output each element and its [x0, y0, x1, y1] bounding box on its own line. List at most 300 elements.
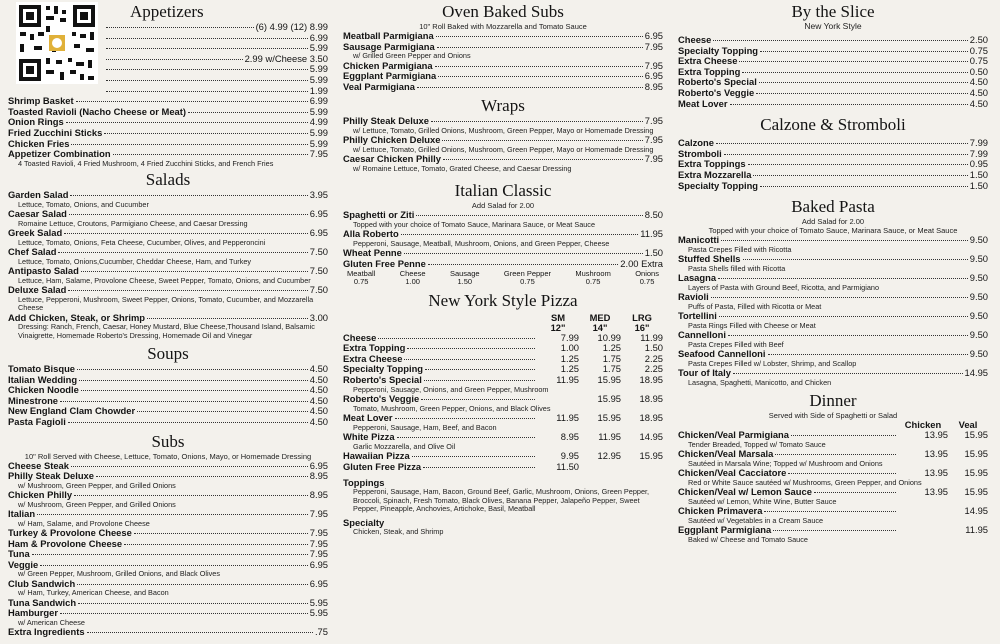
- pizza-inch-header: 12" 14" 16": [550, 321, 650, 333]
- item-name: Antipasto Salad: [8, 265, 79, 277]
- pizza-price: 11.95: [556, 373, 579, 385]
- chicken-price: 13.95: [924, 448, 948, 460]
- item-name: Cannelloni: [678, 329, 726, 341]
- chicken-price: 13.95: [924, 467, 948, 479]
- calzone-list: [678, 138, 988, 191]
- item-name: Turkey & Provolone Cheese: [8, 527, 132, 539]
- item-desc: Sautéed in Marsala Wine; Topped w/ Mushroom and Onions: [688, 458, 883, 468]
- chicken-price: 13.95: [924, 429, 948, 441]
- item-price: 6.95: [644, 70, 663, 82]
- item-price: 8.50: [644, 209, 663, 221]
- menu-item: 2.99 w/Cheese 3.50: [104, 54, 328, 65]
- item-desc: Romaine Lettuce, Croutons, Parmigiano Cheese, and Caesar Dressing: [18, 218, 248, 228]
- pizza-item: Gluten Free Pizza 11.50: [343, 462, 663, 473]
- item-name: Wheat Penne: [343, 247, 402, 259]
- item-price: 9.50: [969, 348, 988, 360]
- item-desc: Lettuce, Tomato, Onions, and Cucumber: [18, 199, 149, 209]
- menu-item: [678, 235, 988, 254]
- menu-item: [343, 259, 663, 270]
- subs-subtitle: 10" Roll Served with Cheese, Lettuce, Tomato, Onions, Mayo, or Homemade Dressing: [24, 451, 312, 461]
- item-desc: Lettuce, Tomato, Onions,Cucumber, Cheddar Cheese, Ham, and Turkey: [18, 256, 252, 266]
- item-price: 9.50: [969, 310, 988, 322]
- menu-item: [343, 135, 663, 154]
- item-name: Lasagna: [678, 272, 717, 284]
- oven-subs-subtitle: 10" Roll Baked with Mozzarella and Tomato Sauce: [419, 22, 587, 31]
- item-name: Add Chicken, Steak, or Shrimp: [8, 311, 146, 323]
- menu-item: [8, 549, 328, 560]
- item-name: Extra Topping: [678, 65, 741, 77]
- item-price: 7.95: [644, 115, 663, 127]
- menu-item: [343, 31, 663, 42]
- menu-item: [8, 285, 328, 312]
- menu-item: [8, 266, 328, 285]
- item-name: Gluten Free Penne: [343, 257, 426, 269]
- menu-item: [678, 35, 988, 46]
- pizza-price: 15.95: [639, 449, 663, 461]
- item-name: Minestrone: [8, 394, 59, 406]
- item-price: 4.50: [969, 76, 988, 88]
- size-lrg: LRG: [632, 311, 652, 323]
- item-price: 9.50: [969, 329, 988, 341]
- item-price: 7.95: [644, 134, 663, 146]
- item-desc: Lettuce, Ham, Salame, Provolone Cheese, Sweet Pepper, Tomato, Onions, and Cucumber: [18, 275, 311, 285]
- pizza-size-header: [343, 313, 663, 323]
- menu-item: [343, 116, 663, 135]
- subs-title: Subs: [151, 431, 185, 451]
- pizza-price: [579, 462, 621, 473]
- item-price: 2.50: [969, 34, 988, 45]
- extra-item: Sausage 1.50: [449, 268, 480, 287]
- item-desc: w/ Green Pepper, Mushroom, Grilled Onions, and Black Olives: [18, 569, 220, 579]
- item-desc: Tender Breaded, Topped w/ Tomato Sauce: [688, 439, 826, 449]
- item-price: 4.50: [969, 97, 988, 109]
- pizza-price: 1.25: [560, 352, 579, 364]
- item-name: Tuna Sandwich: [8, 596, 77, 608]
- menu-item: [678, 349, 988, 368]
- item-name: Greek Salad: [8, 227, 63, 239]
- pizza-price: 11.99: [640, 331, 663, 343]
- item-name: Toasted Ravioli (Nacho Cheese or Meat): [8, 105, 186, 117]
- item-desc: Sautéed w/ Lemon, White Wine, Butter Sauce: [688, 496, 837, 506]
- item-price: 2.00 Extra: [620, 257, 663, 269]
- menu-item: (6) 4.99 (12) 8.99: [104, 22, 328, 33]
- pizza-price: 1.75: [602, 352, 621, 364]
- pizza-price: 7.99: [560, 331, 579, 343]
- menu-column-middle: [343, 0, 663, 644]
- item-desc: Garlic Mozzarella, and Olive Oil: [353, 441, 456, 451]
- item-name: Stromboli: [678, 147, 722, 159]
- extra-item: Mushroom 0.75: [575, 268, 611, 287]
- item-name: Stuffed Shells: [678, 253, 741, 265]
- chicken-price: [898, 506, 948, 517]
- item-name: Garden Salad: [8, 189, 69, 201]
- item-price: 5.99: [309, 126, 328, 138]
- item-price: 8.95: [309, 489, 328, 501]
- item-name: Caesar Salad: [8, 208, 67, 220]
- item-name: Veggie: [8, 558, 39, 570]
- item-name: Extra Ingredients: [8, 626, 85, 638]
- item-name: Veal Parmigiana: [343, 80, 415, 92]
- wraps-list: [343, 116, 663, 173]
- extra-item: Green Pepper 0.75: [503, 268, 552, 287]
- baked-pasta-subtitle2: Topped with your choice of Tomato Sauce, Marinara Sauce, or Meat Sauce: [708, 226, 958, 236]
- item-price: 9.50: [969, 291, 988, 303]
- specialty-title: Specialty: [343, 517, 385, 529]
- menu-item: [8, 608, 328, 627]
- menu-item: 1.99: [104, 86, 328, 97]
- menu-item: [8, 228, 328, 247]
- item-price: 5.95: [309, 607, 328, 619]
- veal-price: 15.95: [964, 467, 988, 479]
- menu-item: [343, 154, 663, 173]
- pizza-item: Roberto's Special 11.95 15.95 18.95 Pepperoni, Sausage, Onions, and Green Pepper, Mushroom: [343, 373, 663, 394]
- pizza-price: [621, 462, 663, 473]
- dinner-item: Chicken/Veal w/ Lemon Sauce 13.95 15.95 Sautéed w/ Lemon, White Wine, Butter Sauce: [678, 486, 988, 506]
- pizza-item: Extra Topping 1.00 1.25 1.50: [343, 342, 663, 354]
- item-name: Chicken Noodle: [8, 384, 79, 396]
- pizza-price: 1.75: [602, 363, 621, 375]
- dinner-item: Chicken/Veal Cacciatore 13.95 15.95 Red or White Sauce sautéed w/ Mushrooms, Green Pepper, and Onions: [678, 467, 988, 487]
- menu-item: [8, 417, 328, 428]
- item-price: 7.50: [309, 284, 328, 296]
- item-name: Alla Roberto: [343, 228, 399, 240]
- item-desc: w/ Mushroom, Green Pepper, and Grilled Onions: [18, 480, 176, 490]
- item-price: 6.95: [309, 208, 328, 220]
- menu-item: [8, 539, 328, 550]
- item-price: 7.50: [309, 265, 328, 277]
- menu-item: [8, 313, 328, 340]
- menu-item: [8, 209, 328, 228]
- item-desc: Pepperoni, Sausage, Onions, and Green Pepper, Mushroom: [353, 384, 549, 394]
- calzone-title: Calzone & Stromboli: [760, 115, 906, 135]
- item-price: 7.95: [644, 40, 663, 52]
- italian-classic-subtitle: Add Salad for 2.00: [471, 201, 535, 211]
- size-med: MED: [589, 311, 611, 323]
- item-name: Tour of Italy: [678, 367, 731, 379]
- item-desc: Pasta Crepes Filled with Ricotta: [688, 244, 792, 254]
- menu-item: [343, 229, 663, 248]
- menu-item: [678, 254, 988, 273]
- item-name: Calzone: [678, 137, 714, 149]
- item-name: Specialty Topping: [678, 44, 759, 56]
- item-desc: Pepperoni, Sausage, Ham, Beef, and Bacon: [353, 422, 497, 432]
- item-desc: Topped with your choice of Tomato Sauce, Marinara Sauce, or Meat Sauce: [353, 219, 596, 229]
- pizza-item: Hawaiian Pizza 9.95 12.95 15.95: [343, 449, 663, 461]
- baked-pasta-subtitle: Add Salad for 2.00: [801, 217, 865, 227]
- item-price: 14.95: [964, 367, 988, 379]
- col-chicken: Chicken: [904, 419, 942, 431]
- item-price: 7.99: [969, 147, 988, 159]
- item-price: 9.50: [969, 234, 988, 246]
- pizza-price: 15.95: [597, 392, 621, 404]
- item-name: Caesar Chicken Philly: [343, 153, 441, 165]
- item-desc: Tomato, Mushroom, Green Pepper, Onions, and Black Olives: [353, 403, 551, 413]
- item-price: 7.95: [644, 153, 663, 165]
- item-name: Cheese Steak: [8, 459, 69, 471]
- item-price: 4.50: [309, 362, 328, 374]
- pizza-price: 12.95: [597, 449, 621, 461]
- toppings-title: Toppings: [343, 477, 385, 489]
- item-price: 9.50: [969, 253, 988, 265]
- item-price: 0.75: [969, 55, 988, 67]
- item-price: 8.95: [309, 470, 328, 482]
- size-sm: SM: [550, 311, 566, 323]
- item-name: Sausage Parmigiana: [343, 40, 435, 52]
- item-name: Shrimp Basket: [8, 95, 74, 107]
- item-name: Philly Steak Deluxe: [343, 115, 429, 127]
- item-name: Fried Zucchini Sticks: [8, 126, 103, 138]
- menu-item: [343, 42, 663, 61]
- menu-item: [8, 149, 328, 168]
- extra-item: Cheese 1.00: [399, 268, 426, 287]
- menu-item: [678, 311, 988, 330]
- item-name: Chicken Fries: [8, 137, 70, 149]
- menu-item: [8, 471, 328, 490]
- item-price: 4.50: [309, 394, 328, 406]
- menu-item: [8, 128, 328, 139]
- menu-column-right: [678, 0, 988, 644]
- item-name: Tortellini: [678, 310, 717, 322]
- item-name: Meat Lover: [678, 97, 728, 109]
- item-price: 7.95: [309, 508, 328, 520]
- item-price: 4.50: [309, 405, 328, 417]
- item-name: Tuna: [8, 548, 30, 560]
- slice-list: [678, 35, 988, 109]
- item-price: 0.75: [969, 44, 988, 56]
- menu-item: [678, 330, 988, 349]
- dinner-item: Chicken/Veal Parmigiana 13.95 15.95 Tender Breaded, Topped w/ Tomato Sauce: [678, 429, 988, 449]
- item-name: Appetizer Combination: [8, 148, 111, 160]
- item-name: Pasta Fagioli: [8, 415, 66, 427]
- item-name: Hamburger: [8, 607, 59, 619]
- extra-item: Meatball 0.75: [347, 268, 376, 287]
- italian-extras: [343, 270, 663, 287]
- dinner-title: Dinner: [809, 391, 857, 411]
- veal-price: 15.95: [964, 429, 988, 441]
- toppings-desc: Pepperoni, Sausage, Ham, Bacon, Ground Beef, Garlic, Mushroom, Onions, Green Pepper, Broccoli, Spinach, Fresh Tomato, Black Olives, Banana Pepper, Jalapeño Pepper, Sweet Pepper, Pineapple, Anchovies, Artichoke, Basil, Meatball: [353, 487, 650, 513]
- item-name: Chicken Parmigiana: [343, 59, 433, 71]
- menu-item: [678, 181, 988, 192]
- item-price: 4.50: [309, 384, 328, 396]
- item-price: 1.50: [969, 168, 988, 180]
- item-price: .75: [314, 626, 328, 638]
- subs-list: [8, 461, 328, 639]
- menu-item: [8, 364, 328, 375]
- veal-price: 11.95: [965, 524, 988, 536]
- item-name: Italian: [8, 508, 36, 520]
- item-price: 3.00: [309, 311, 328, 323]
- pizza-price: 18.95: [639, 411, 663, 423]
- item-name: Cheese: [678, 34, 712, 45]
- pizza-item: Specialty Topping 1.25 1.75 2.25: [343, 363, 663, 375]
- item-price: 7.95: [309, 148, 328, 160]
- pizza-price: 1.50: [644, 342, 663, 354]
- item-name: Onion Rings: [8, 116, 64, 128]
- item-name: Ham & Provolone Cheese: [8, 537, 123, 549]
- menu-item: [678, 138, 988, 149]
- pizza-price: 2.25: [644, 363, 663, 375]
- item-desc: Pasta Crepes Filled with Beef: [688, 339, 784, 349]
- item-desc: Pasta Shells filled with Ricotta: [688, 263, 786, 273]
- pizza-item: Roberto's Veggie 15.95 18.95 Tomato, Mushroom, Green Pepper, Onions, and Black Olives: [343, 392, 663, 413]
- item-price: 6.95: [309, 227, 328, 239]
- item-desc: w/ Grilled Green Pepper and Onions: [353, 51, 471, 61]
- menu-item: [678, 170, 988, 181]
- item-name: Roberto's Special: [678, 76, 757, 88]
- item-price: 1.50: [644, 247, 663, 259]
- item-name: Ravioli: [678, 291, 709, 303]
- menu-column-left: [8, 0, 328, 644]
- item-desc: Dressing: Ranch, French, Caesar, Honey Mustard, Blue Cheese,Thousand Island, Balsamic Vinaigrette, Homemade Roberto's Dressing, Homemade Oil and Vinegar: [18, 322, 315, 340]
- chicken-price: 13.95: [924, 486, 948, 498]
- pizza-price: 9.95: [560, 449, 579, 461]
- salads-title: Salads: [145, 170, 191, 190]
- menu-item: [8, 509, 328, 528]
- italian-classic-list: [343, 210, 663, 269]
- menu-item: 6.99: [104, 33, 328, 44]
- item-name: Extra Mozzarella: [678, 168, 752, 180]
- item-price: 6.95: [644, 30, 663, 41]
- menu-item: [8, 190, 328, 209]
- item-desc: Layers of Pasta with Ground Beef, Ricotta, and Parmigiano: [688, 282, 880, 292]
- dinner-item: Eggplant Parmigiana 11.95 Baked w/ Cheese and Tomato Sauce: [678, 524, 988, 544]
- pizza-price: 1.25: [602, 342, 621, 354]
- specialty-desc: Chicken, Steak, and Shrimp: [353, 527, 444, 537]
- item-name: Roberto's Veggie: [678, 86, 755, 98]
- item-name: Club Sandwich: [8, 577, 76, 589]
- item-name: Philly Chicken Deluxe: [343, 134, 441, 146]
- menu-item: [678, 273, 988, 292]
- item-price: 3.95: [309, 189, 328, 201]
- item-price: 7.50: [309, 246, 328, 258]
- item-name: Philly Steak Deluxe: [8, 470, 94, 482]
- item-price: 5.99: [309, 137, 328, 149]
- menu-item: [8, 627, 328, 638]
- pizza-item: Extra Cheese 1.25 1.75 2.25: [343, 352, 663, 364]
- item-name: Chef Salad: [8, 246, 57, 258]
- pizza-title: New York Style Pizza: [428, 290, 578, 310]
- item-desc: Sautéed w/ Vegetables in a Cream Sauce: [688, 515, 824, 525]
- dinner-item: Chicken Primavera 14.95 Sautéed w/ Vegetables in a Cream Sauce: [678, 505, 988, 525]
- item-price: 6.95: [309, 558, 328, 570]
- appetizers-title: Appetizers: [130, 2, 204, 21]
- item-desc: Lettuce, Pepperoni, Mushroom, Sweet Pepper, Onions, Tomato, Cucumber, and Mozzarella Cheese: [18, 294, 314, 313]
- item-price: 4.50: [969, 86, 988, 98]
- menu-item: [343, 210, 663, 229]
- menu-item: 5.99: [104, 43, 328, 54]
- slice-subtitle: New York Style: [804, 21, 862, 31]
- item-desc: w/ Romaine Lettuce, Tomato, Grated Cheese, and Caesar Dressing: [353, 163, 572, 173]
- item-desc: Pepperoni, Sausage, Meatball, Mushroom, Onions, and Green Pepper, Cheese: [353, 238, 610, 248]
- item-price: 7.95: [309, 537, 328, 549]
- item-desc: 4 Toasted Ravioli, 4 Fried Mushroom, 4 Fried Zucchini Sticks, and French Fries: [18, 158, 274, 168]
- pizza-item: Cheese 7.99 10.99 11.99: [343, 331, 663, 343]
- item-name: Extra Toppings: [678, 158, 746, 170]
- wraps-title: Wraps: [481, 96, 525, 116]
- menu-item: [678, 292, 988, 311]
- pizza-price: 2.25: [644, 352, 663, 364]
- pizza-price: 15.95: [597, 373, 621, 385]
- menu-item: [678, 88, 988, 99]
- item-desc: Lettuce, Tomato, Onions, Feta Cheese, Cucumber, Olives, and Pepperoncini: [18, 237, 266, 247]
- pizza-price: 15.95: [597, 411, 621, 423]
- item-desc: w/ American Cheese: [18, 618, 85, 628]
- item-name: Seafood Cannelloni: [678, 348, 766, 360]
- menu-item: 5.99: [104, 75, 328, 86]
- pizza-list: [343, 333, 663, 473]
- pizza-item: White Pizza 8.95 11.95 14.95 Garlic Mozzarella, and Olive Oil: [343, 430, 663, 451]
- menu-item: [343, 82, 663, 93]
- pizza-price: [537, 394, 579, 405]
- item-desc: w/ Mushroom, Green Pepper, and Grilled Onions: [18, 499, 176, 509]
- item-price: 5.95: [309, 596, 328, 608]
- pizza-item: Meat Lover 11.95 15.95 18.95 Pepperoni, Sausage, Ham, Beef, and Bacon: [343, 411, 663, 432]
- item-name: Eggplant Parmigiana: [343, 70, 437, 82]
- item-price: 6.95: [309, 459, 328, 471]
- item-desc: w/ Lettuce, Tomato, Grilled Onions, Mushroom, Green Pepper, Mayo or Homemade Dressing: [353, 144, 654, 154]
- menu-item: [8, 579, 328, 598]
- item-name: Extra Cheese: [678, 55, 738, 67]
- qr-code-icon[interactable]: [16, 2, 98, 84]
- item-name: Specialty Topping: [678, 179, 759, 191]
- pizza-price: 8.95: [560, 430, 579, 442]
- item-desc: Lasagna, Spaghetti, Manicotto, and Chicken: [688, 377, 832, 387]
- item-desc: Red or White Sauce sautéed w/ Mushrooms, Green Pepper, and Onions: [688, 477, 922, 487]
- item-price: 1.50: [969, 179, 988, 191]
- pizza-price: 18.95: [639, 392, 663, 404]
- dinner-list: [678, 430, 988, 544]
- item-name: Meatball Parmigiana: [343, 30, 434, 41]
- item-price: 6.99: [309, 95, 328, 107]
- menu-item: [678, 99, 988, 110]
- item-name: Spaghetti or Ziti: [343, 209, 415, 221]
- item-price: 7.95: [309, 548, 328, 560]
- soups-title: Soups: [147, 343, 189, 363]
- item-name: New England Clam Chowder: [8, 405, 136, 417]
- pizza-price: 11.95: [598, 430, 621, 442]
- appetizers-list: [8, 96, 328, 168]
- pizza-price: 1.00: [560, 342, 579, 354]
- extra-item: Onions 0.75: [635, 268, 659, 287]
- menu-item: 5.99: [104, 64, 328, 75]
- item-price: 9.50: [969, 272, 988, 284]
- menu-item: [678, 368, 988, 387]
- pizza-price: 11.50: [556, 460, 579, 472]
- pizza-price: 1.25: [560, 363, 579, 375]
- pizza-price: 10.99: [597, 331, 621, 343]
- pizza-price: 18.95: [639, 373, 663, 385]
- item-desc: w/ Ham, Turkey, American Cheese, and Bacon: [18, 588, 169, 598]
- salads-list: [8, 190, 328, 340]
- baked-pasta-title: Baked Pasta: [791, 197, 875, 217]
- item-name: Tomato Bisque: [8, 362, 76, 374]
- item-name: Deluxe Salad: [8, 284, 67, 296]
- dinner-subtitle: Served with Side of Spaghetti or Salad: [768, 411, 898, 421]
- item-price: 5.99: [309, 105, 328, 117]
- dinner-item: Chicken/Veal Marsala 13.95 15.95 Sautéed in Marsala Wine; Topped w/ Mushroom and Onions: [678, 448, 988, 468]
- item-price: 4.50: [309, 415, 328, 427]
- item-desc: Pasta Crepes Filled w/ Lobster, Shrimp, and Scallop: [688, 358, 857, 368]
- item-price: 0.95: [969, 158, 988, 170]
- soups-list: [8, 364, 328, 428]
- oven-subs-title: Oven Baked Subs: [442, 2, 564, 21]
- pizza-price: 11.95: [556, 411, 579, 423]
- item-desc: w/ Ham, Salame, and Provolone Cheese: [18, 518, 150, 528]
- veal-price: 15.95: [964, 486, 988, 498]
- item-price: 6.95: [309, 577, 328, 589]
- item-price: 11.95: [640, 228, 663, 240]
- item-price: 4.50: [309, 373, 328, 385]
